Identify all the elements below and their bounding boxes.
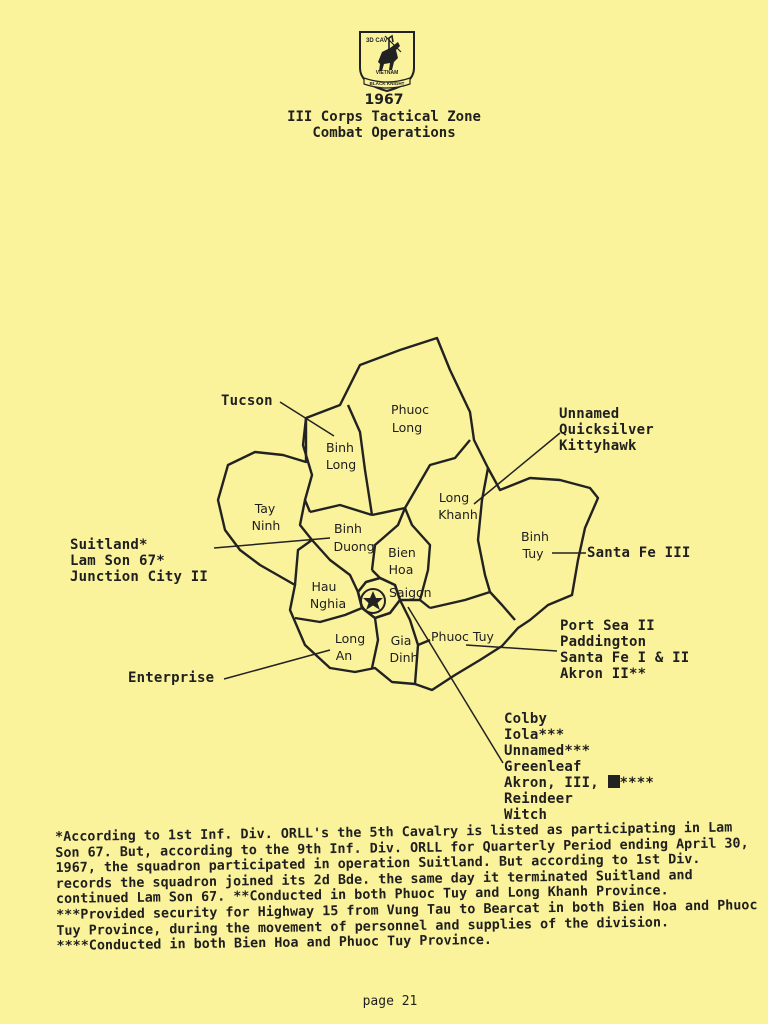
province-label-saigon: Saigon <box>389 585 432 600</box>
province-label-binh-tuy: Binh Tuy <box>521 529 549 561</box>
province-label-hau-nghia: Hau Nghia <box>309 579 347 611</box>
province-label-binh-long: Binh Long <box>325 440 357 472</box>
page-title: III Corps Tactical Zone <box>287 109 481 125</box>
year-heading: 1967 <box>364 92 404 108</box>
op-label-binh-tuy: Santa Fe III <box>587 545 691 561</box>
province-label-gia-dinh: Gia Dinh <box>389 633 419 665</box>
redacted-mark <box>608 775 620 788</box>
page-number: page 21 <box>362 994 418 1009</box>
op-label-saigon: Colby Iola*** Unnamed*** Greenleaf Akron, III, **** Reindeer Witch <box>504 711 655 823</box>
province-label-bien-hoa: Bien Hoa <box>388 545 416 577</box>
page-subtitle: Combat Operations <box>312 125 456 141</box>
leader-lines <box>214 402 586 763</box>
leader-line-long-an <box>224 650 330 679</box>
province-label-tay-ninh: Tay Ninh <box>251 501 281 533</box>
leader-line-phuoc-tuy <box>466 645 557 651</box>
province-label-phuoc-long: Phuoc Long <box>391 402 429 435</box>
province-label-phuoc-tuy: Phuoc Tuy <box>431 629 494 644</box>
op-label-long-an: Enterprise <box>128 670 215 686</box>
op-label-tucson: Tucson <box>221 393 273 409</box>
emblem-banner-text: BLACK KNIGHT <box>369 81 405 86</box>
op-label-long-khanh: Unnamed Quicksilver Kittyhawk <box>559 406 654 454</box>
province-label-long-khanh: Long Khanh <box>438 490 478 522</box>
province-label-binh-duong: Binh Duong <box>333 521 375 554</box>
saigon-capital-icon <box>361 589 385 613</box>
op-label-binh-duong: Suitland* Lam Son 67* Junction City II <box>70 537 209 585</box>
op-label-phuoc-tuy: Port Sea II Paddington Santa Fe I & II Akron II** <box>560 618 690 682</box>
province-label-long-an: Long An <box>334 631 366 663</box>
footnote-text: *According to 1st Inf. Div. ORLL's the 5th Cavalry is listed as participating in Lam Son 67. But, according to the 9th Inf. Div. ORLL for Quarterly Period ending April 30, 1967, the squadron participated in operation Suitland. But according to 1st Div. records the squadron joined its 2d Bde. the same day it terminated Suitland and continued Lam Son 67. **Conducted in both Phuoc Tuy and Long Khanh Province. ***Provided security for Highway 15 from Vung Tau to Bearcat in both Bien Hoa and Phuoc Tuy Province, during the movement of personnel and supplies of the division. ****Conducted in both Bien Hoa and Phuoc Tuy Province. <box>55 820 758 955</box>
emblem-top-text: 3D CAV <box>366 38 388 44</box>
emblem-center-text: VIETNAM <box>375 70 399 76</box>
